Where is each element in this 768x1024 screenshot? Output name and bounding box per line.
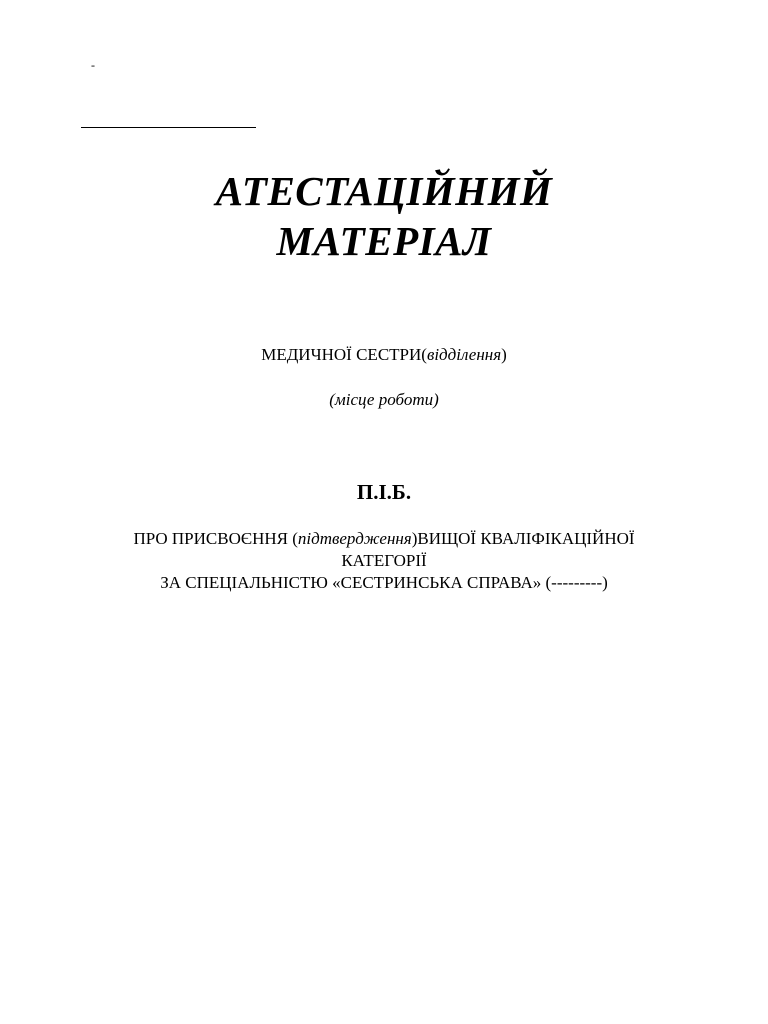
assignment-line-2: КАТЕГОРІЇ (341, 551, 427, 570)
position-line (0, 344, 768, 366)
assignment-line-1-prefix: ПРО ПРИСВОЄННЯ ( (133, 529, 298, 548)
title-line-1: АТЕСТАЦІЙНИЙ (215, 168, 553, 214)
person-name-placeholder: П.І.Б. (356, 480, 412, 504)
assignment-line-3: ЗА СПЕЦІАЛЬНІСТЮ «СЕСТРИНСЬКА СПРАВА» (---------) (160, 573, 608, 592)
assignment-line-1-suffix: )ВИЩОЇ КВАЛІФІКАЦІЙНОЇ (411, 529, 635, 548)
position-suffix: ) (501, 345, 507, 364)
title-line-2: МАТЕРІАЛ (276, 218, 492, 264)
document-title (0, 166, 768, 266)
assignment-line-1 (0, 528, 768, 550)
position-prefix: МЕДИЧНОЇ СЕСТРИ( (261, 345, 427, 364)
assignment-line-1-italic: підтвердження (297, 529, 412, 548)
signature-line (81, 127, 256, 128)
workplace-placeholder: (місце роботи) (329, 390, 439, 409)
department-placeholder: відділення (426, 345, 502, 364)
header-dash: - (91, 58, 95, 72)
assignment-text (0, 528, 768, 594)
